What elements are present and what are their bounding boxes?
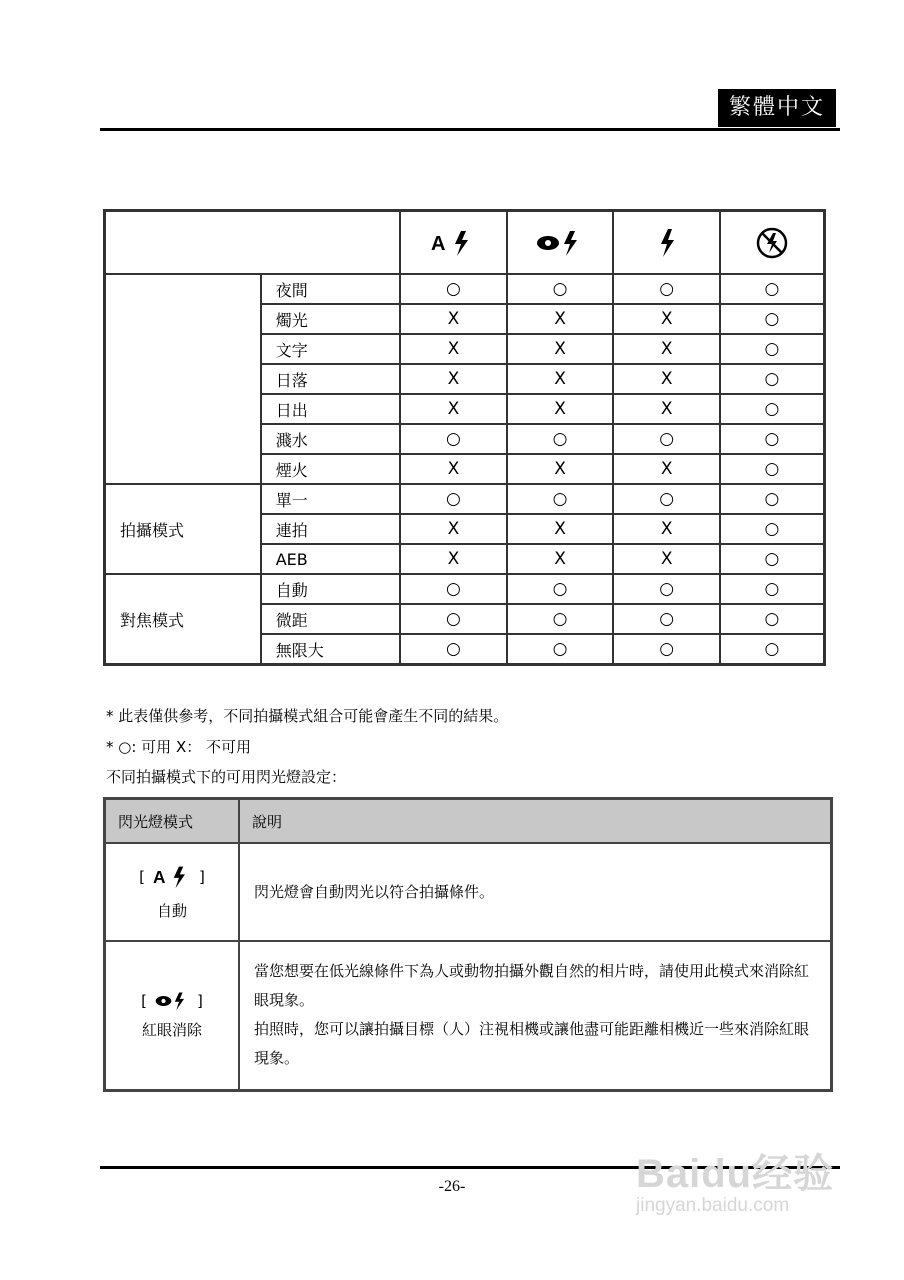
red-eye-flash-icon: [508, 212, 613, 273]
bracket-close: ]: [199, 867, 205, 886]
compat-value: ○: [720, 304, 825, 334]
compat-corner-cell: [105, 211, 401, 275]
compat-value: ○: [507, 634, 614, 665]
compat-row: [105, 484, 825, 514]
flash-mode-label: 自動: [156, 901, 187, 920]
bracket-close: ]: [197, 991, 203, 1010]
compat-value: X: [507, 304, 614, 334]
row-label: 文字: [261, 334, 400, 364]
flash-off-icon: [721, 212, 823, 273]
compat-value: ○: [720, 544, 825, 574]
compat-header-row: [105, 211, 825, 275]
compat-value: X: [507, 394, 614, 424]
row-label: 燭光: [261, 304, 400, 334]
compat-value: ○: [400, 604, 507, 634]
group-label: 拍攝模式: [105, 484, 261, 574]
auto-flash-icon: [401, 212, 506, 273]
group-label: 對焦模式: [105, 574, 261, 665]
compat-value: ○: [720, 334, 825, 364]
row-label: 無限大: [261, 634, 400, 665]
auto-flash-icon: [153, 864, 191, 890]
compat-value: X: [613, 544, 719, 574]
compat-value: ○: [720, 484, 825, 514]
group-label: [105, 274, 261, 484]
compat-value: ○: [613, 424, 719, 454]
svg-text:A: A: [153, 866, 166, 887]
compat-value: ○: [720, 364, 825, 394]
flash-col-desc-header: 說明: [239, 799, 832, 844]
row-label: 微距: [261, 604, 400, 634]
flash-mode-label: 紅眼消除: [141, 1020, 202, 1039]
compat-value: X: [507, 334, 614, 364]
compat-value: ○: [507, 574, 614, 604]
compat-value: ○: [400, 424, 507, 454]
compat-value: ○: [720, 514, 825, 544]
row-label: 單一: [261, 484, 400, 514]
compat-value: X: [507, 514, 614, 544]
flash-table-header: [105, 799, 832, 844]
compat-value: ○: [400, 634, 507, 665]
row-label: 濺水: [261, 424, 400, 454]
compat-value: ○: [400, 484, 507, 514]
compat-value: X: [400, 514, 507, 544]
svg-text:A: A: [431, 232, 446, 255]
row-label: AEB: [261, 544, 400, 574]
row-label: 日出: [261, 394, 400, 424]
compat-row: [105, 274, 825, 304]
compat-value: X: [613, 394, 719, 424]
compat-value: X: [613, 304, 719, 334]
compat-value: X: [400, 544, 507, 574]
compat-value: ○: [720, 424, 825, 454]
compat-value: ○: [507, 424, 614, 454]
compat-value: X: [400, 304, 507, 334]
compat-value: X: [613, 364, 719, 394]
compat-value: ○: [720, 274, 825, 304]
flash-col-mode-header: 閃光燈模式: [105, 799, 240, 844]
compat-value: X: [400, 334, 507, 364]
compat-value: ○: [507, 274, 614, 304]
compat-value: ○: [507, 604, 614, 634]
flash-mode-desc: 拍照時，您可以讓拍攝目標（人）注視相機或讓他盡可能距離相機近一些來消除紅眼現象。: [254, 1020, 810, 1068]
compat-value: X: [507, 364, 614, 394]
row-label: 煙火: [261, 454, 400, 484]
flash-mode-desc: 閃光燈會自動閃光以符合拍攝條件。: [254, 882, 495, 901]
forced-flash-icon: [614, 212, 718, 273]
compat-value: X: [400, 364, 507, 394]
row-label: 連拍: [261, 514, 400, 544]
compat-value: ○: [720, 454, 825, 484]
row-label: 日落: [261, 364, 400, 394]
bracket-open: [: [139, 867, 145, 886]
watermark-main: Baidu经验: [636, 1152, 835, 1196]
compat-value: ○: [613, 484, 719, 514]
compat-value: ○: [613, 604, 719, 634]
flash-compat-table: [103, 209, 826, 666]
compat-value: X: [400, 394, 507, 424]
language-badge: 繁體中文: [718, 89, 836, 127]
flash-row-auto: [105, 843, 832, 941]
header-rule: [100, 128, 840, 131]
note-legend: * ○: 可用 X： 不可用: [106, 738, 251, 756]
page-number: -26-: [438, 1178, 466, 1195]
compat-value: ○: [613, 274, 719, 304]
compat-value: X: [400, 454, 507, 484]
red-eye-flash-icon: [155, 991, 189, 1011]
bracket-open: [: [141, 991, 147, 1010]
compat-value: ○: [720, 604, 825, 634]
compat-value: ○: [720, 394, 825, 424]
compat-value: ○: [613, 574, 719, 604]
row-label: 自動: [261, 574, 400, 604]
flash-mode-table: [103, 797, 833, 1092]
compat-value: ○: [720, 634, 825, 665]
compat-row: [105, 574, 825, 604]
section-heading: 不同拍攝模式下的可用閃光燈設定：: [106, 768, 347, 786]
watermark-sub: jingyan.baidu.com: [636, 1195, 790, 1216]
compat-value: ○: [400, 574, 507, 604]
flash-row-redeye: [105, 941, 832, 1090]
compat-value: X: [507, 454, 614, 484]
compat-value: X: [613, 514, 719, 544]
row-label: 夜間: [261, 274, 400, 304]
compat-value: ○: [400, 274, 507, 304]
compat-value: ○: [613, 634, 719, 665]
compat-value: ○: [507, 484, 614, 514]
compat-value: X: [613, 454, 719, 484]
watermark: [636, 1142, 834, 1217]
compat-value: ○: [720, 574, 825, 604]
compat-value: X: [613, 334, 719, 364]
note-reference: * 此表僅供參考，不同拍攝模式組合可能會產生不同的結果。: [106, 707, 509, 725]
compat-value: X: [507, 544, 614, 574]
flash-mode-desc: 當您想要在低光線條件下為人或動物拍攝外觀自然的相片時，請使用此模式來消除紅眼現象。: [254, 962, 810, 1010]
